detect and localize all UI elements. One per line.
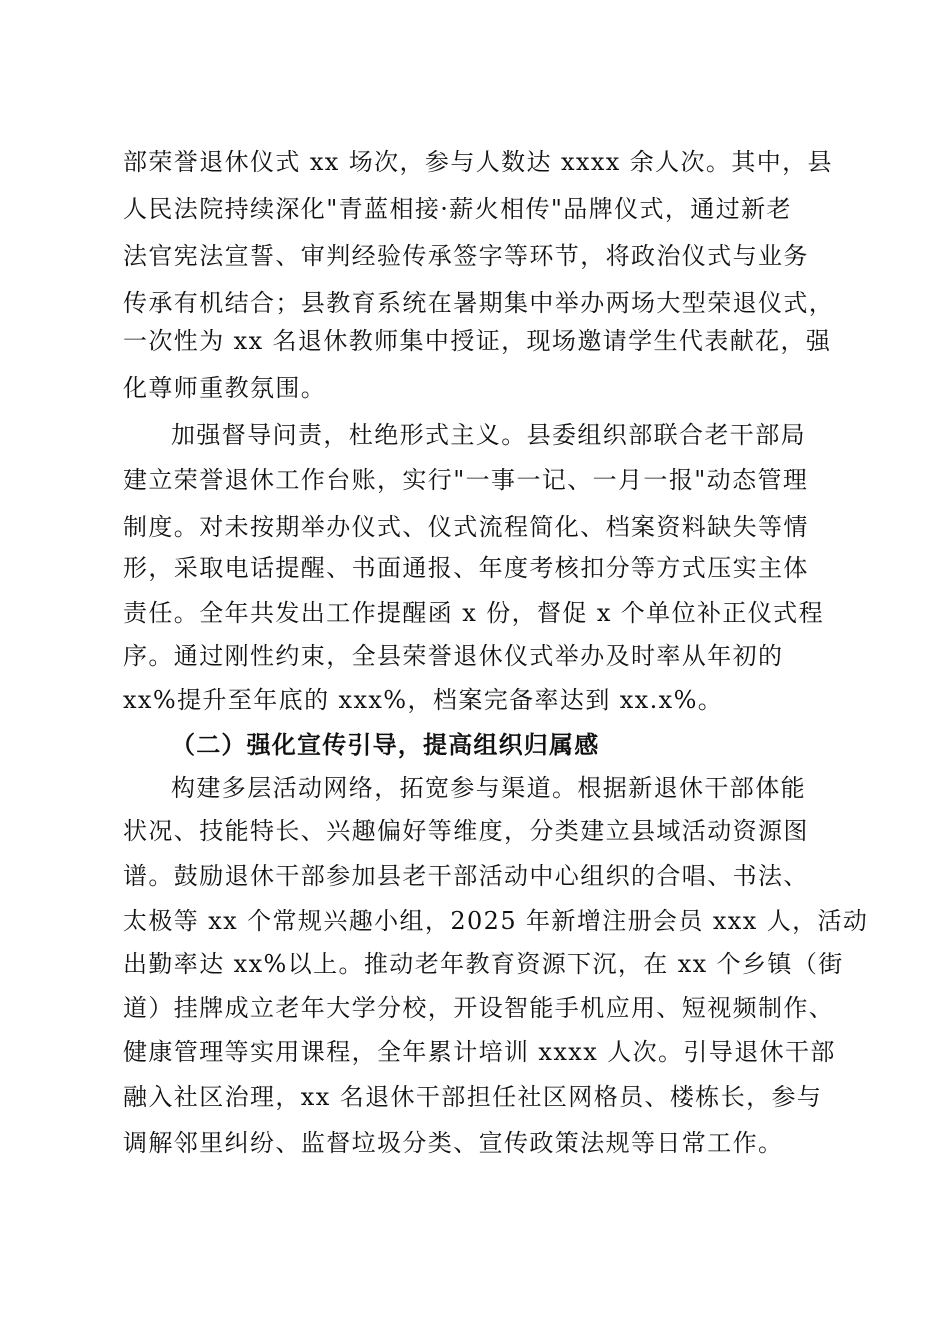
body-text-line: 一次性为 xx 名退休教师集中授证，现场邀请学生代表献花，强	[123, 327, 832, 355]
body-text-line: 道）挂牌成立老年大学分校，开设智能手机应用、短视频制作、	[123, 994, 835, 1022]
paragraph-first-line: 构建多层活动网络，拓宽参与渠道。根据新退休干部体能	[171, 774, 806, 802]
body-text-line: 健康管理等实用课程，全年累计培训 xxxx 人次。引导退休干部	[123, 1038, 836, 1066]
body-text-line: 传承有机结合；县教育系统在暑期集中举办两场大型荣退仪式，	[123, 289, 835, 317]
body-text-line: 责任。全年共发出工作提醒函 x 份，督促 x 个单位补正仪式程	[123, 599, 824, 627]
body-text-line: 谱。鼓励退休干部参加县老干部活动中心组织的合唱、书法、	[123, 862, 809, 890]
body-text-line: 部荣誉退休仪式 xx 场次，参与人数达 xxxx 余人次。其中，县	[123, 148, 833, 176]
paragraph-first-line: 加强督导问责，杜绝形式主义。县委组织部联合老干部局	[171, 421, 806, 449]
body-text-line: 状况、技能特长、兴趣偏好等维度，分类建立县域活动资源图	[123, 817, 809, 845]
body-text-line: 调解邻里纠纷、监督垃圾分类、宣传政策法规等日常工作。	[123, 1129, 784, 1157]
section-heading: （二）强化宣传引导，提高组织归属感	[171, 731, 600, 759]
body-text-line: 太极等 xx 个常规兴趣小组，2025 年新增注册会员 xxx 人，活动	[123, 907, 869, 935]
body-text-line: 融入社区治理，xx 名退休干部担任社区网格员、楼栋长，参与	[123, 1083, 823, 1111]
body-text-line: 人民法院持续深化"青蓝相接·薪火相传"品牌仪式，通过新老	[123, 195, 792, 223]
body-text-line: xx%提升至年底的 xxx%，档案完备率达到 xx.x%。	[123, 686, 724, 714]
body-text-line: 出勤率达 xx%以上。推动老年教育资源下沉，在 xx 个乡镇（街	[123, 950, 844, 978]
body-text-line: 制度。对未按期举办仪式、仪式流程简化、档案资料缺失等情	[123, 513, 809, 541]
body-text-line: 化尊师重教氛围。	[123, 374, 327, 402]
body-text-line: 序。通过刚性约束，全县荣誉退休仪式举办及时率从年初的	[123, 642, 784, 670]
body-text-line: 形，采取电话提醒、书面通报、年度考核扣分等方式压实主体	[123, 554, 809, 582]
body-text-line: 法官宪法宣誓、审判经验传承签字等环节，将政治仪式与业务	[123, 242, 809, 270]
body-text-line: 建立荣誉退休工作台账，实行"一事一记、一月一报"动态管理	[123, 466, 809, 494]
